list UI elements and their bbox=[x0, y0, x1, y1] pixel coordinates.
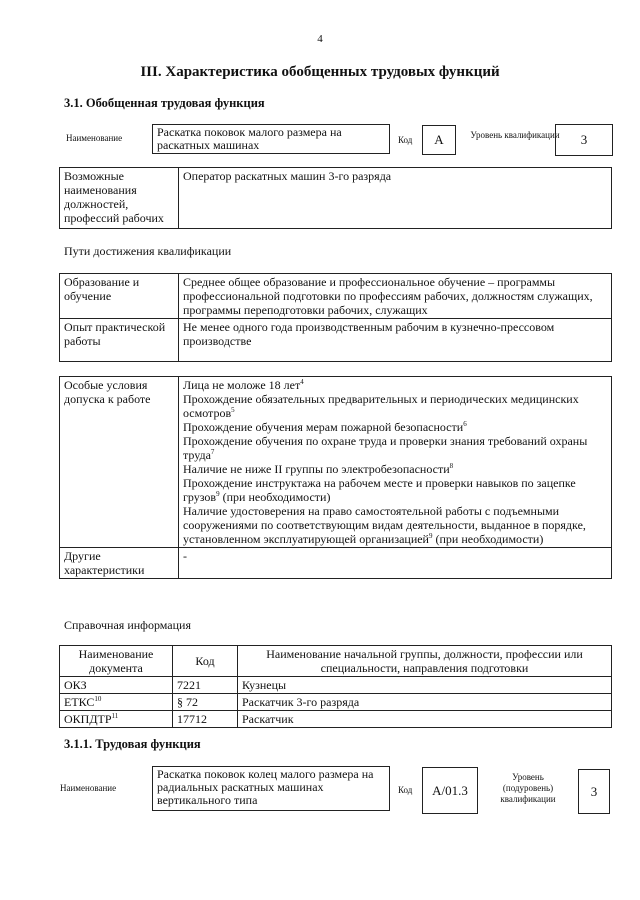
condition-text: Прохождение обязательных предварительных и периодических медицинских осмотров bbox=[183, 392, 579, 420]
condition-suffix: (при необходимости) bbox=[219, 490, 331, 504]
condition-item bbox=[183, 420, 607, 434]
ref-heading: Справочная информация bbox=[64, 618, 191, 632]
sub-level-value: 3 bbox=[578, 769, 610, 814]
sub-name-value: Раскатка поковок колец малого размера на радиальных раскатных машинах вертикального типа bbox=[152, 766, 390, 811]
condition-text: Прохождение обучения мерам пожарной безопасности bbox=[183, 420, 464, 434]
ref-code: 7221 bbox=[173, 677, 238, 694]
code-label: Код bbox=[398, 135, 413, 145]
section-heading: 3.1. Обобщенная трудовая функция bbox=[64, 96, 265, 110]
ref-name: Раскатчик 3-го разряда bbox=[238, 694, 612, 711]
conditions-list bbox=[179, 377, 612, 548]
positions-table bbox=[59, 167, 612, 229]
sub-level-label: Уровень (подуровень) квалификации bbox=[500, 772, 556, 804]
positions-value: Оператор раскатных машин 3-го разряда bbox=[179, 168, 612, 229]
education-table bbox=[59, 273, 612, 362]
conditions-table bbox=[59, 376, 612, 579]
footnote-ref: 6 bbox=[463, 420, 467, 428]
conditions-label: Особые условия допуска к работе bbox=[60, 377, 179, 548]
level-value: 3 bbox=[555, 124, 613, 156]
sub-code-label: Код bbox=[398, 785, 413, 795]
condition-text: Лица не моложе 18 лет bbox=[183, 378, 301, 392]
condition-item bbox=[183, 434, 607, 462]
condition-text: Наличие удостоверения на право самостоятельной работы с подъемными сооружениями по соответствующим видам деятельности, выданное в порядке, установленном эксплуатирующей организацией bbox=[183, 504, 586, 546]
footnote-ref: 5 bbox=[231, 406, 235, 414]
footnote-ref: 11 bbox=[111, 712, 119, 720]
page-number: 4 bbox=[317, 33, 323, 45]
paths-heading: Пути достижения квалификации bbox=[64, 244, 232, 258]
education-label: Образование и обучение bbox=[60, 274, 179, 319]
name-value: Раскатка поковок малого размера на раскатных машинах bbox=[152, 124, 390, 154]
positions-label: Возможные наименования должностей, профессий рабочих bbox=[60, 168, 179, 229]
condition-suffix: (при необходимости) bbox=[432, 532, 544, 546]
ref-header-name: Наименование начальной группы, должности, профессии или специальности, направления подготовки bbox=[238, 646, 612, 677]
other-value: - bbox=[179, 548, 612, 579]
name-label: Наименование bbox=[66, 133, 123, 143]
condition-item bbox=[183, 504, 607, 546]
ref-code: § 72 bbox=[173, 694, 238, 711]
code-value: A bbox=[422, 125, 456, 155]
footnote-ref: 7 bbox=[210, 448, 215, 456]
sub-code-value: A/01.3 bbox=[422, 767, 478, 814]
footnote-ref: 9 bbox=[216, 490, 220, 498]
ref-name: Раскатчик bbox=[238, 711, 612, 728]
ref-doc: ОКПДТР$^{11}$ bbox=[60, 711, 173, 728]
ref-doc: ОКЗ bbox=[60, 677, 173, 694]
footnote-ref: 4 bbox=[300, 378, 304, 386]
condition-text: Прохождение обучения по охране труда и проверки знания требований охраны труда bbox=[183, 434, 588, 462]
condition-text: Прохождение инструктажа на рабочем месте и проверки навыков по зацепке грузов bbox=[183, 476, 576, 504]
reference-table bbox=[59, 645, 612, 728]
table-row bbox=[60, 677, 612, 694]
other-label: Другие характеристики bbox=[60, 548, 179, 579]
condition-item bbox=[183, 392, 607, 420]
page-title: III. Характеристика обобщенных трудовых функций bbox=[140, 64, 500, 80]
experience-value: Не менее одного года производственным рабочим в кузнечно-прессовом производстве bbox=[179, 319, 612, 362]
footnote-ref: 9 bbox=[428, 532, 433, 540]
condition-item bbox=[183, 378, 607, 392]
condition-item bbox=[183, 462, 607, 476]
education-value: Среднее общее образование и профессиональное обучение – программы профессиональной подготовки по профессиям рабочих, должностям служащих, программы переподготовки рабочих, служащих bbox=[179, 274, 612, 319]
subsection-heading: 3.1.1. Трудовая функция bbox=[64, 737, 201, 751]
table-row bbox=[60, 694, 612, 711]
level-label: Уровень квалификации bbox=[470, 130, 560, 140]
condition-text: Наличие не ниже II группы по электробезопасности bbox=[183, 462, 450, 476]
ref-header-code: Код bbox=[173, 646, 238, 677]
ref-doc: ЕТКС$^{10}$ bbox=[60, 694, 173, 711]
footnote-ref: 8 bbox=[449, 462, 454, 470]
sub-name-label: Наименование bbox=[60, 783, 117, 793]
ref-code: 17712 bbox=[173, 711, 238, 728]
condition-item bbox=[183, 476, 607, 504]
ref-header-doc: Наименование документа bbox=[60, 646, 173, 677]
ref-name: Кузнецы bbox=[238, 677, 612, 694]
table-row bbox=[60, 711, 612, 728]
experience-label: Опыт практической работы bbox=[60, 319, 179, 362]
footnote-ref: 10 bbox=[94, 695, 102, 703]
